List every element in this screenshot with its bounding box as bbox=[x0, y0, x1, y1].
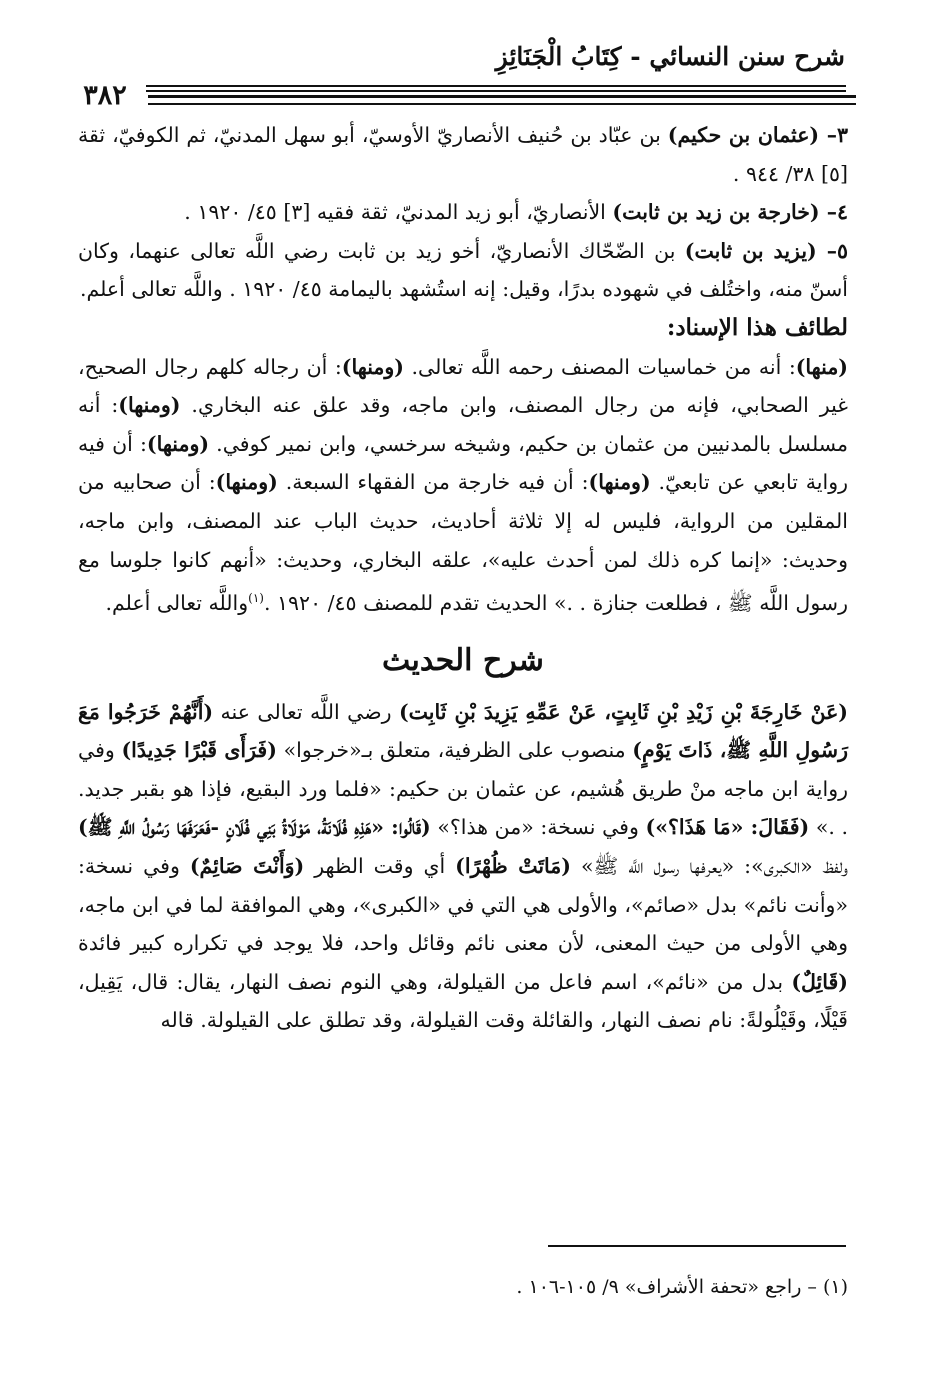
running-header-title: شرح سنن النسائي - كِتَابُ الْجَنَائِزِ bbox=[495, 42, 845, 71]
text: منصوب على الظرفية، متعلق بـ«خرجوا» bbox=[276, 738, 633, 763]
hadith-quote: (مَاتَتْ ظُهْرًا) bbox=[455, 853, 571, 878]
marker: (ومنها) bbox=[588, 470, 651, 495]
narrator-desc: بن عبّاد بن حُنيف الأنصاريّ الأوسيّ، أبو سهل المدنيّ، ثم الكوفيّ، ثقة [٥] ٣٨/ ٩٤٤ . bbox=[78, 123, 848, 186]
text: : أن فيه خارجة من الفقهاء السبعة. bbox=[277, 470, 589, 495]
narrator-4 bbox=[78, 193, 848, 232]
text: بدل من «نائم»، اسم فاعل من القيلولة، وهي النوم نصف النهار، يقال: قال، يَقِيل، قَيْلًا، وقَيْلُولةً: نام نصف النهار، والقائلة وقت القيلولة، وقد تطلق على القيلولة. قاله bbox=[78, 969, 848, 1033]
page-number: ٣٨٢ bbox=[64, 80, 146, 111]
footnote: (١) – راجع «تحفة الأشراف» ٩/ ١٠٥-١٠٦ . bbox=[516, 1276, 848, 1298]
sharh-paragraph bbox=[78, 693, 848, 1040]
header-rule bbox=[78, 90, 846, 92]
text: وفي نسخة: «وأنت نائم» بدل «صائم»، والأولى هي التي في «الكبرى»، وهي الموافقة لما في ابن ماجه، وهي الأولى من حيث المعنى، لأن معنى نائم وقائل واحد، فلا يوجد في تكراره كبير فائدة bbox=[78, 853, 848, 956]
footnote-ref: (١) bbox=[248, 591, 264, 606]
hadith-quote: (فَقَالَ: «مَا هَذَا؟») bbox=[645, 815, 810, 840]
hadith-quote: (قَالُوا: «هَذِهِ فُلَانَةُ، مَوْلَاةُ بَنِي فُلَانٍ -فَعَرَفَهَا رَسُولُ اللَّهِ ﷺ) bbox=[78, 815, 431, 840]
text: : أن فيه رواية تابعي عن تابعيّ. bbox=[78, 431, 848, 495]
narrator-5 bbox=[78, 232, 848, 309]
text: واللَّه تعالى أعلم. bbox=[105, 590, 249, 615]
narrator-name: ٤– (خارجة بن زيد بن ثابت) bbox=[612, 200, 848, 225]
marker: (ومنها) bbox=[118, 393, 181, 418]
lataif-paragraph bbox=[78, 348, 848, 623]
text: رضي اللَّه تعالى عنه bbox=[213, 699, 399, 724]
text: ولفظ «الكبرى»: «يعرفها رسول اللَّه ﷺ» bbox=[570, 853, 849, 878]
narrator-desc: الأنصاريّ، أبو زيد المدنيّ، ثقة فقيه [٣] ٤٥/ ١٩٢٠ . bbox=[184, 200, 613, 225]
text: : أنه مسلسل بالمدنيين من عثمان بن حكيم، وشيخه سرخسي، وابن نمير كوفي. bbox=[78, 393, 849, 456]
header-rule bbox=[148, 95, 856, 98]
hadith-quote: (عَنْ خَارِجَةَ بْنِ زَيْدِ بْنِ ثَابِتٍ، عَنْ عَمِّهِ يَزِيدَ بْنِ ثَابِت) bbox=[398, 699, 848, 724]
marker: (منها) bbox=[795, 354, 848, 379]
page-body bbox=[78, 116, 848, 1040]
section-heading-sharh: شرح الحديث bbox=[382, 642, 544, 678]
marker: (ومنها) bbox=[341, 354, 404, 379]
section-heading-lataif: لطائف هذا الإسناد: bbox=[666, 313, 848, 341]
footnote-separator bbox=[548, 1245, 846, 1247]
text: : أنه من خماسيات المصنف رحمه اللَّه تعالى. bbox=[403, 354, 796, 379]
text: : أن رجاله كلهم رجال الصحيح، غير الصحابي، فإنه من رجال المصنف، وابن ماجه، وقد علق عنه البخاري. bbox=[78, 354, 848, 418]
hadith-quote: (وَأَنْتَ صَائِمٌ) bbox=[189, 853, 305, 878]
text: وفي نسخة: «من هذا؟» bbox=[430, 815, 646, 840]
marker: (ومنها) bbox=[146, 431, 210, 456]
text: أي وقت الظهر bbox=[304, 853, 456, 878]
hadith-quote: (أَنَّهُمْ خَرَجُوا مَعَ رَسُولِ اللَّهِ ﷺ، ذَاتَ يَوْمٍ) bbox=[78, 699, 848, 763]
text: : أن صحابيه من المقلين من الرواية، فليس له إلا ثلاثة أحاديث، حديث الباب عند المصنف، وابن ماجه، وحديث: «إنما كره ذلك لمن أحدث عليه»، علقه البخاري، وحديث: «أنهم كانوا جلوسا مع رسول اللَّه ﷺ ، فطلعت جنازة . .» الحديث تقدم للمصنف ٤٥/ ١٩٢٠ . bbox=[78, 470, 848, 615]
hadith-quote: (قَائِلٌ) bbox=[791, 969, 848, 994]
narrator-name: ٥– (يزيد بن ثابت) bbox=[684, 238, 848, 263]
narrator-name: ٣– (عثمان بن حكيم) bbox=[667, 123, 849, 147]
narrator-3 bbox=[78, 116, 848, 193]
header-rule bbox=[148, 103, 856, 105]
text: وفي رواية ابن ماجه منْ طريق هُشيم، عن عثمان بن حكيم: «فلما ورد البقيع، فإذا هو بقبر جديد. . .» bbox=[78, 738, 849, 840]
hadith-quote: (فَرَأَى قَبْرًا جَدِيدًا) bbox=[121, 738, 277, 763]
header-rule bbox=[78, 85, 846, 87]
narrator-desc: بن الضّحّاك الأنصاريّ، أخو زيد بن ثابت رضي اللَّه تعالى عنهما، وكان أسنّ منه، واختُلف في شهوده بدرًا، وقيل: إنه استُشهد باليمامة ٤٥/ ١٩٢٠ . واللَّه تعالى أعلم. bbox=[78, 238, 848, 302]
marker: (ومنها) bbox=[215, 470, 278, 495]
